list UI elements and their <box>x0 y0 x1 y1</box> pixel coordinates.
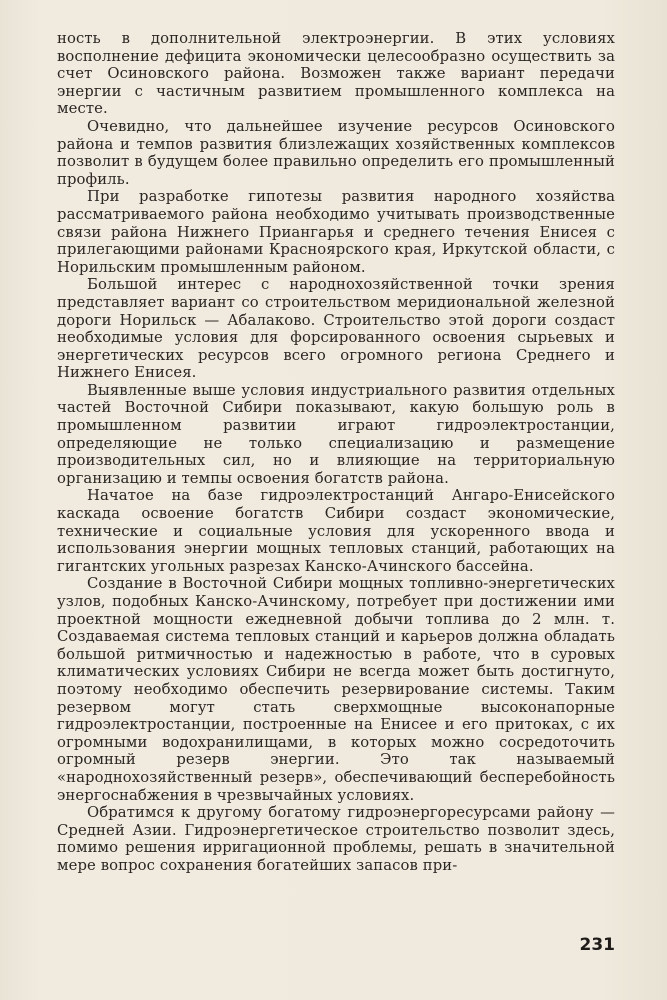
body-text <box>57 30 615 875</box>
paragraph: Выявленные выше условия индустриального развития отдельных частей Восточной Сибири показывают, какую большую роль в промышленном развитии играют гидроэлектростанции, определяющие не только специализацию и размещение производительных сил, но и влияющие на территориальную организацию и темпы освоения богатств района. <box>57 381 615 487</box>
paragraph-continued: ность в дополнительной электроэнергии. В этих условиях восполнение дефицита экономически целесообразно осуществить за счет Осиновского района. Возможен также вариант передачи энергии с частичным развитием промышленного комплекса на месте. <box>57 30 615 118</box>
paragraph: Начатое на базе гидроэлектростанций Ангаро-Енисейского каскада освоение богатств Сибири создаст экономические, технические и социальные условия для ускоренного ввода и использования энергии мощных тепловых станций, работающих на гигантских угольных разрезах Канско-Ачинского бассейна. <box>57 487 615 575</box>
paragraph: При разработке гипотезы развития народного хозяйства рассматриваемого района необходимо учитывать производственные связи района Нижнего Приангарья и среднего течения Енисея с прилегающими районами Красноярского края, Иркутской области, с Норильским промышленным районом. <box>57 188 615 276</box>
paragraph: Обратимся к другому богатому гидроэнергоресурсами району — Средней Азии. Гидроэнергетическое строительство позволит здесь, помимо решения ирригационной проблемы, решать в значительной мере вопрос сохранения богатейших запасов при- <box>57 804 615 874</box>
page-number: 231 <box>579 935 615 955</box>
paragraph: Очевидно, что дальнейшее изучение ресурсов Осиновского района и темпов развития близлежащих хозяйственных комплексов позволит в будущем более правильно определить его промышленный профиль. <box>57 117 615 188</box>
paragraph: Большой интерес с народнохозяйственной точки зрения представляет вариант со строительством меридиональной железной дороги Норильск — Абалаково. Строительство этой дороги создаст необходимые условия для форсированного освоения сырьевых и энергетических ресурсов всего огромного региона Среднего и Нижнего Енисея. <box>57 276 615 382</box>
paragraph: Создание в Восточной Сибири мощных топливно-энергетических узлов, подобных Канско-Ачинскому, потребует при достижении ими проектной мощности ежедневной добычи топлива до 2 млн. т. Создаваемая система тепловых станций и карьеров должна обладать большой ритмичностью и надежностью в работе, что в суровых климатических условиях Сибири не всегда может быть достигнуто, поэтому необходимо обеспечить резервирование системы. Таким резервом могут стать сверхмощные высоконапорные гидроэлектростанции, построенные на Енисее и его притоках, с их огромными водохранилищами, в которых можно сосредоточить огромный резерв энергии. Это так называемый «народнохозяйственный резерв», обеспечивающий бесперебойность энергоснабжения в чрезвычайных условиях. <box>57 575 615 804</box>
